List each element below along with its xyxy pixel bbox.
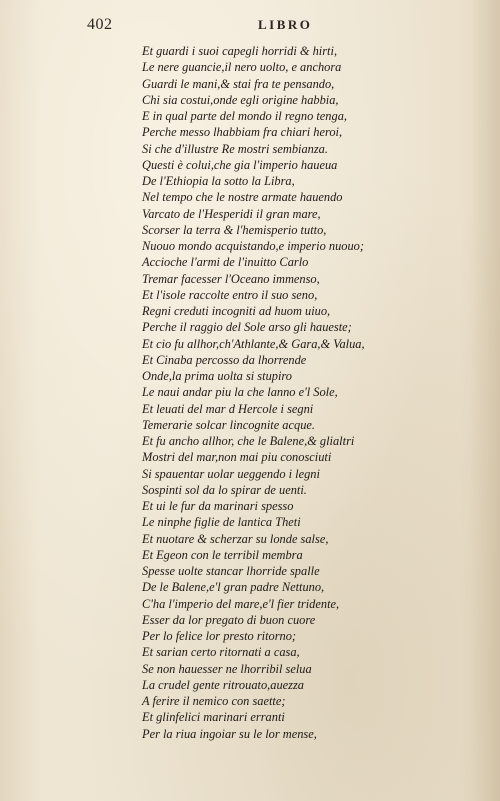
verse-line: Le naui andar piu la che lanno e'l Sole,	[142, 385, 338, 400]
verse-line: Varcato de l'Hesperidi il gran mare,	[142, 206, 321, 221]
verse-line: Scorser la terra & l'hemisperio tutto,	[142, 222, 327, 237]
verse-line: Et guardi i suoi capegli horridi & hirti,	[142, 44, 338, 58]
verse-line: De l'Ethiopia la sotto la Libra,	[142, 174, 295, 188]
verse-line: Tremar facesser l'Oceano immenso,	[142, 271, 320, 286]
verse-line: Per la riua ingoiar su le lor mense,	[142, 726, 317, 741]
poem-text	[142, 43, 482, 742]
page-number: 402	[87, 16, 113, 33]
verse-line: Regni creduti incogniti ad huom uiuo,	[142, 304, 331, 318]
page-header	[0, 16, 500, 36]
verse-line: Perche messo lhabbiam fra chiari heroi,	[142, 125, 343, 140]
verse-line: Perche il raggio del Sole arso gli haueste;	[142, 320, 352, 335]
verse-line: Sospinti sol da lo spirar de uenti.	[142, 482, 307, 497]
verse-line: Et cio fu allhor,ch'Athlante,& Gara,& Valua,	[142, 336, 365, 351]
verse-line: Temerarie solcar lincognite acque.	[142, 417, 315, 432]
verse-line: Et glinfelici marinari erranti	[142, 710, 285, 725]
verse-line: La crudel gente ritrouato,auezza	[142, 677, 304, 692]
verse-line: Guardi le mani,& stai fra te pensando,	[142, 76, 335, 91]
verse-line: Le nere guancie,il nero uolto, e anchora	[142, 60, 342, 75]
verse-line: Nuouo mondo acquistando,e imperio nuouo;	[142, 239, 364, 253]
verse-line: Et l'isole raccolte entro il suo seno,	[142, 287, 318, 302]
running-head: LIBRO	[258, 17, 313, 32]
verse-line: Et nuotare & scherzar su londe salse,	[142, 531, 329, 546]
verse-line: Et Cinaba percosso da lhorrende	[142, 352, 307, 367]
verse-line: Chi sia costui,onde egli origine habbia,	[142, 92, 339, 107]
verse-line: De le Balene,e'l gran padre Nettuno,	[142, 580, 325, 595]
verse-line: Nel tempo che le nostre armate hauendo	[142, 190, 343, 205]
verse-line: Onde,la prima uolta si stupiro	[142, 369, 292, 383]
verse-line: Questi è colui,che gia l'imperio haueua	[142, 157, 338, 172]
verse-line: Si che d'illustre Re mostri sembianza.	[142, 141, 328, 156]
verse-line: A ferire il nemico con saette;	[142, 694, 286, 708]
verse-line: C'ha l'imperio del mare,e'l fier tridente,	[142, 596, 340, 611]
verse-line: Et fu ancho allhor, che le Balene,& glialtri	[142, 434, 355, 448]
verse-line: Per lo felice lor presto ritorno;	[142, 629, 297, 643]
verse-line: Se non hauesser ne lhorribil selua	[142, 661, 312, 676]
verse-line: Si spauentar uolar ueggendo i legni	[142, 466, 320, 481]
verse-line: Mostri del mar,non mai piu conosciuti	[142, 450, 332, 465]
verse-line: Et ui le fur da marinari spesso	[142, 499, 294, 513]
verse-line: Esser da lor pregato di buon cuore	[142, 612, 316, 627]
verse-line: Spesse uolte stancar lhorride spalle	[142, 564, 320, 578]
verse-line: Le ninphe figlie de lantica Theti	[142, 515, 301, 530]
verse-line: E in qual parte del mondo il regno tenga,	[142, 109, 347, 123]
verse-line: Et leuati del mar d Hercole i segni	[142, 401, 314, 416]
verse-line: Accioche l'armi de l'inuitto Carlo	[142, 255, 309, 270]
verse-line: Et sarian certo ritornati a casa,	[142, 645, 300, 660]
verse-line: Et Egeon con le terribil membra	[142, 547, 303, 562]
